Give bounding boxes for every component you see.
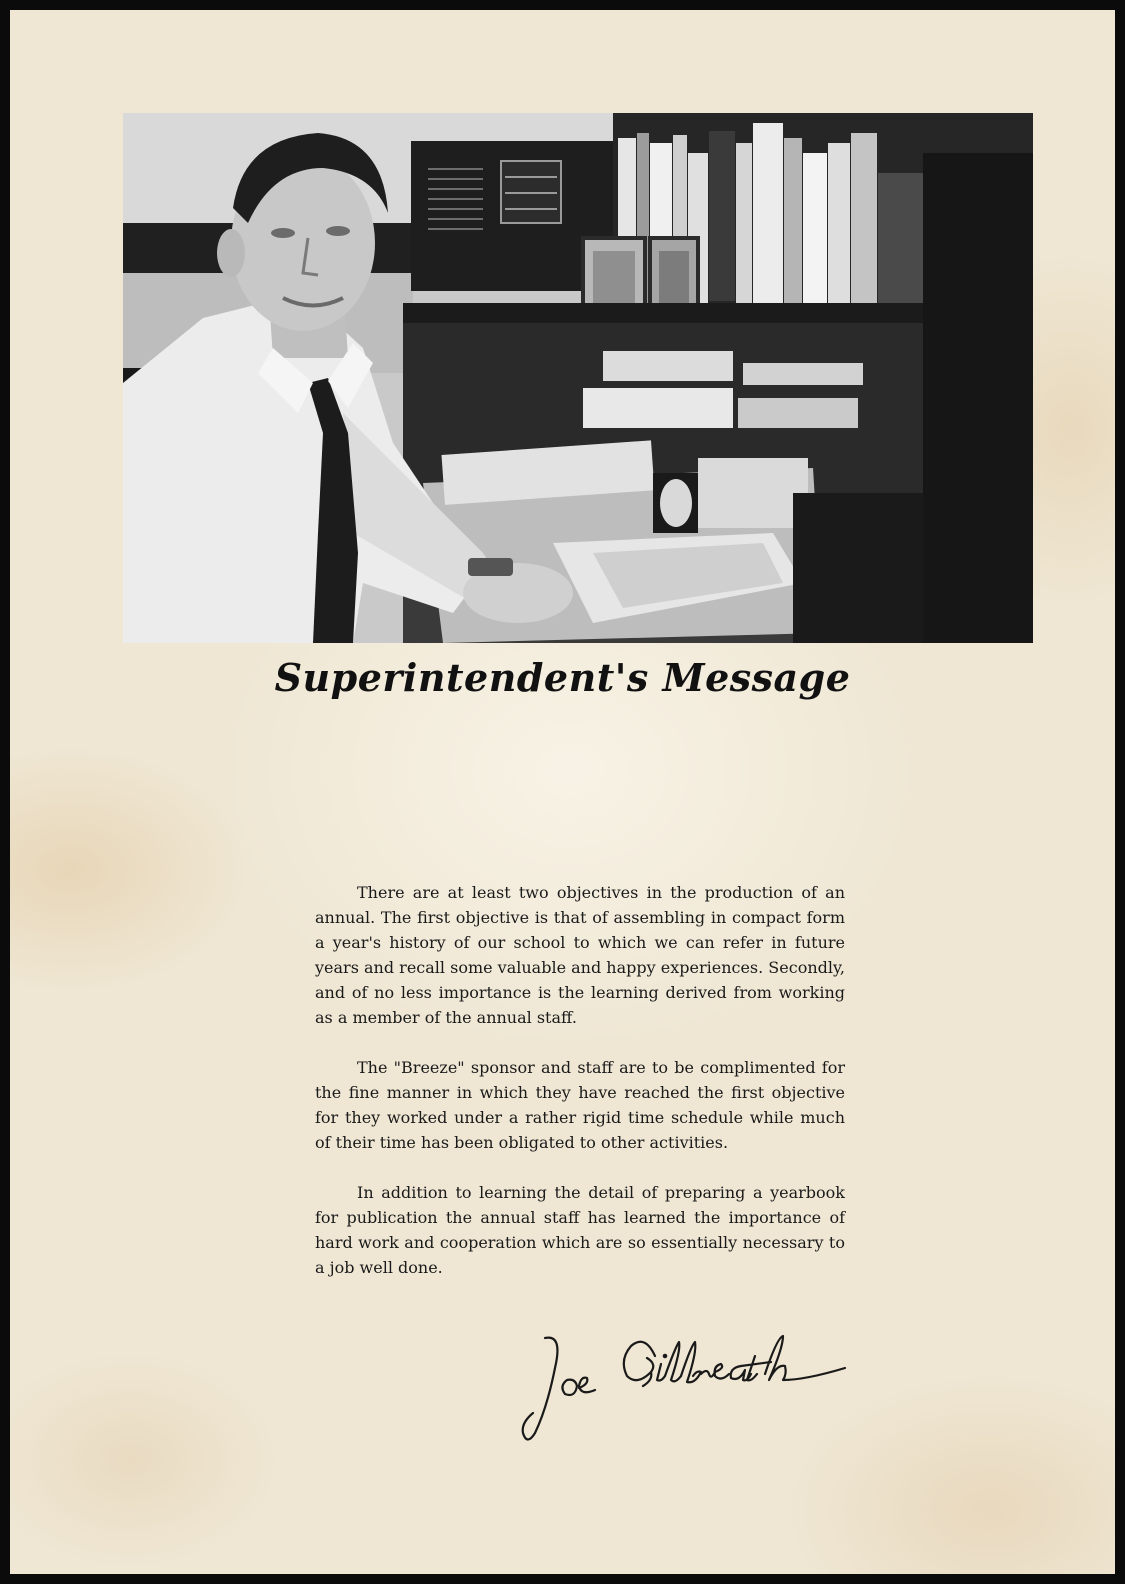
yearbook-page xyxy=(10,10,1115,1574)
superintendent-photo xyxy=(123,113,1033,643)
message-body xyxy=(315,880,845,1305)
message-paragraph: In addition to learning the detail of preparing a yearbook for publication the annual staff has learned the importance of hard work and cooperation which are so essentially necessary to a job well done. xyxy=(315,1183,845,1277)
message-paragraph: The "Breeze" sponsor and staff are to be complimented for the fine manner in which they have reached the first objective for they worked under a rather rigid time schedule while much of their time has been obligated to other activities. xyxy=(315,1058,845,1152)
message-paragraph: There are at least two objectives in the production of an annual. The first objective is that of assembling in compact form a year's history of our school to which we can refer in future years and recall some valuable and happy experiences. Secondly, and of no less importance is the learning derived from working as a member of the annual staff. xyxy=(315,883,845,1027)
page-title: Superintendent's Message xyxy=(274,655,851,700)
handwritten-signature xyxy=(515,1328,855,1448)
